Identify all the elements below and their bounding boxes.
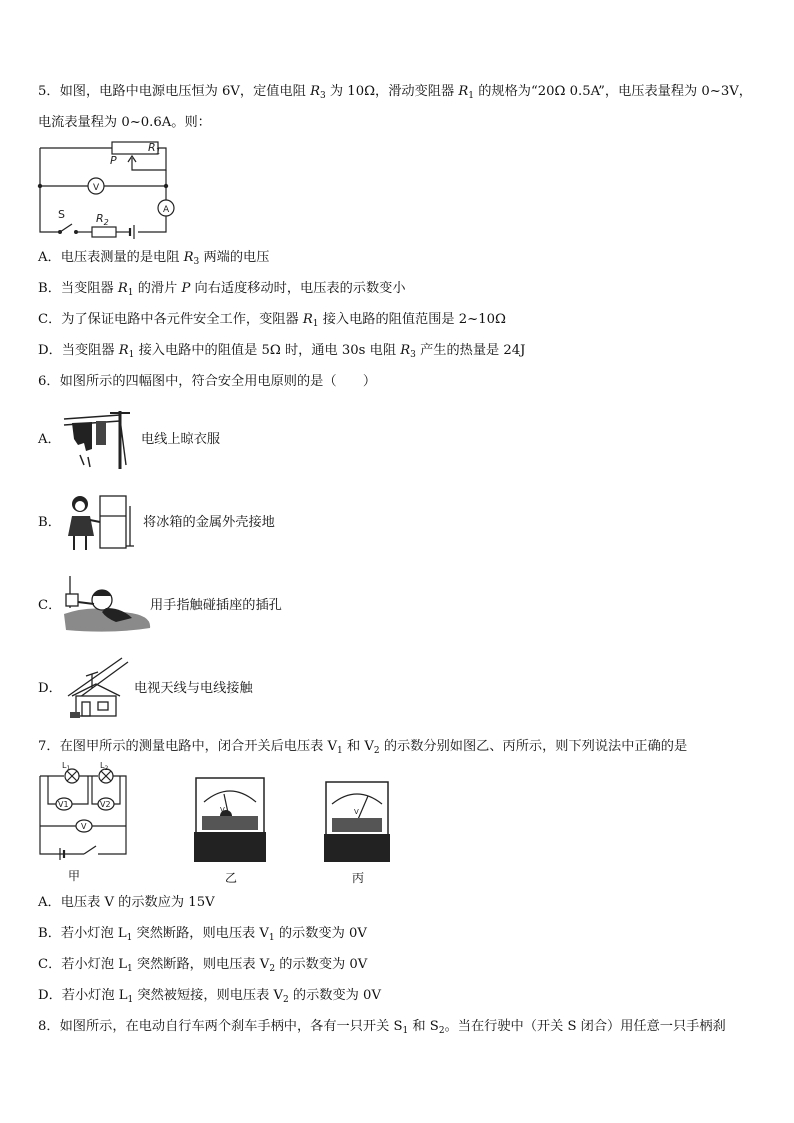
q6-option-d-text: 电视天线与电线接触 (134, 681, 253, 696)
svg-text:V: V (354, 808, 359, 816)
child-touching-socket-illustration (62, 574, 154, 634)
q6-stem: 6．如图所示的四幅图中，符合安全用电原则的是（ ） (38, 374, 377, 389)
tv-antenna-touching-wire-illustration (66, 656, 136, 720)
q5-option-d: D．当变阻器 $R_1$ 接入电路中的阻值是 5Ω 时，通电 30s 电阻 $R_3$ 产生的热量是 24J (38, 343, 526, 360)
svg-text:V1: V1 (58, 800, 69, 809)
r2-label: $R_2$ (96, 212, 109, 227)
q5-circuit-diagram (36, 140, 186, 245)
q7-option-d: D．若小灯泡 $L_1$ 突然被短接，则电压表 $V_2$ 的示数变为 0V (38, 988, 381, 1005)
svg-text:L2: $L_2$ (100, 762, 109, 772)
caption-yi: 乙 (225, 871, 238, 885)
voltmeter-label: V (93, 183, 100, 193)
q5-option-a: A．电压表测量的是电阻 $R_3$ 两端的电压 (38, 250, 270, 267)
q6-option-c-text: 用手指触碰插座的插孔 (150, 598, 282, 613)
q7-circuit-jia (36, 762, 132, 862)
svg-text:V: V (81, 822, 87, 831)
q6-option-b-letter: B． (38, 515, 61, 530)
q6-option-d-letter: D． (38, 681, 62, 696)
q5-stem-line1: 5．如图，电路中电源电压恒为 6V，定值电阻 $R_3$ 为 10Ω，滑动变阻器 $R_1$ 的规格为“20Ω 0.5A”，电压表量程为 0~3V， (38, 84, 752, 101)
q7-stem: 7．在图甲所示的测量电路中，闭合开关后电压表 $V_1$ 和 $V_2$ 的示数分别如图乙、丙所示，则下列说法中正确的是 (38, 739, 688, 756)
q6-option-a-letter: A． (38, 432, 61, 447)
q7-option-c: C．若小灯泡 $L_1$ 突然断路，则电压表 $V_2$ 的示数变为 0V (38, 957, 368, 974)
q6-option-a-text: 电线上晾衣服 (141, 432, 221, 447)
q5-option-b: B．当变阻器 $R_1$ 的滑片 P 向右适度移动时，电压表的示数变小 (38, 281, 406, 298)
svg-text:L1: $L_1$ (62, 762, 71, 772)
q7-option-b: B．若小灯泡 $L_1$ 突然断路，则电压表 $V_1$ 的示数变为 0V (38, 926, 367, 943)
q5-option-c: C．为了保证电路中各元件安全工作，变阻器 $R_1$ 接入电路的阻值范围是 2~10Ω (38, 312, 506, 329)
ammeter-label: A (163, 205, 170, 215)
r1-label: $R_1$ (148, 141, 161, 156)
clothes-on-power-line-illustration (62, 405, 132, 471)
switch-label: S (58, 208, 65, 221)
svg-text:V2: V2 (100, 800, 111, 809)
q8-stem: 8．如图所示，在电动自行车两个刹车手柄中，各有一只开关 $S_1$ 和 $S_2$。当在行驶中（开关 S 闭合）用任意一只手柄刹 (38, 1019, 726, 1036)
q6-option-c-letter: C． (38, 598, 62, 613)
grounded-fridge-illustration (64, 492, 136, 554)
slider-p-label: P (110, 154, 117, 167)
q7-option-a: A．电压表 V 的示数应为 15V (38, 895, 215, 910)
svg-text:V: V (220, 806, 225, 814)
voltmeter-yi-photo (194, 776, 266, 864)
caption-jia: 甲 (68, 869, 81, 883)
voltmeter-bing-photo (324, 780, 390, 864)
caption-bing: 丙 (352, 871, 365, 885)
q6-option-b-text: 将冰箱的金属外壳接地 (143, 515, 275, 530)
q5-stem-line2: 电流表量程为 0~0.6A。则： (38, 115, 211, 130)
